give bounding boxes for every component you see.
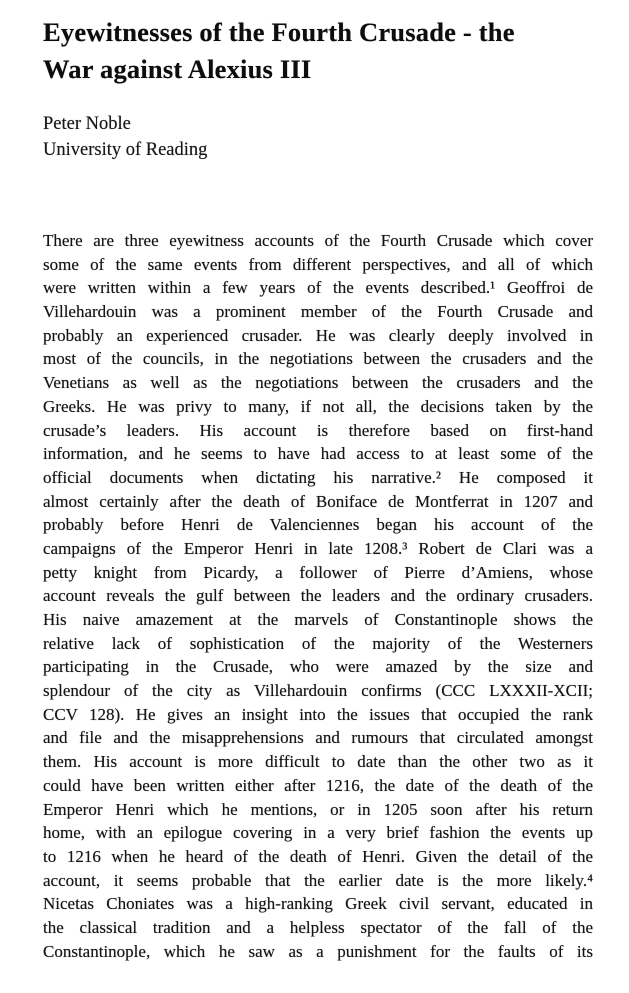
body-text-line: were written within a few years of the events described.¹ Geoffroi de [43, 278, 593, 298]
body-text-line: probably before Henri de Valenciennes began his account of the [43, 515, 593, 535]
body-text-line: There are three eyewitness accounts of the Fourth Crusade which cover [43, 231, 593, 250]
body-text-line: His naive amazement at the marvels of Constantinople shows the [43, 610, 593, 629]
author-affiliation: University of Reading [43, 140, 208, 160]
body-text-line: and file and the misapprehensions and rumours that circulated amongst [43, 728, 593, 748]
body-text-line: most of the councils, in the negotiations between the crusaders and the [43, 349, 593, 369]
body-text-line: home, with an epilogue covering in a very brief fashion the events up [43, 823, 593, 843]
body-text-line: account reveals the gulf between the leaders and the ordinary crusaders. [43, 586, 593, 606]
body-text-line: splendour of the city as Villehardouin confirms (CCC LXXXII-XCII; [43, 681, 593, 701]
body-text-line: participating in the Crusade, who were amazed by the size and [43, 657, 593, 677]
body-paragraph [43, 229, 593, 963]
body-text-line: information, and he seems to have had access to at least some of the [43, 444, 593, 464]
body-text-line: probably an experienced crusader. He was clearly deeply involved in [43, 325, 593, 345]
body-text-line: almost certainly after the death of Boniface de Montferrat in 1207 and [43, 491, 593, 511]
body-text-line: the classical tradition and a helpless spectator of the fall of the [43, 917, 593, 937]
body-text-line: Greeks. He was privy to many, if not all, the decisions taken by the [43, 396, 593, 416]
body-text-line: them. His account is more difficult to date than the other two as it [43, 752, 593, 772]
author-block [43, 111, 593, 163]
body-text-line: Venetians as well as the negotiations between the crusaders and the [43, 373, 593, 393]
page-title [43, 14, 593, 88]
body-text-line: Constantinople, which he saw as a punishment for the faults of its [43, 941, 593, 961]
body-text-line: Nicetas Choniates was a high-ranking Greek civil servant, educated in [43, 894, 593, 914]
page-title-line-1: Eyewitnesses of the Fourth Crusade - the [43, 17, 515, 47]
body-text-line: could have been written either after 1216, the date of the death of the [43, 775, 593, 795]
body-text-line: campaigns of the Emperor Henri in late 1208.³ Robert de Clari was a [43, 538, 593, 558]
page-title-line-2: War against Alexius III [43, 54, 312, 84]
body-text-line: Villehardouin was a prominent member of the Fourth Crusade and [43, 302, 593, 322]
body-text-line: account, it seems probable that the earlier date is the more likely.⁴ [43, 870, 593, 890]
body-text-line: some of the same events from different perspectives, and all of which [43, 254, 593, 274]
body-text-line: official documents when dictating his narrative.² He composed it [43, 467, 593, 487]
body-text-line: CCV 128). He gives an insight into the issues that occupied the rank [43, 704, 593, 724]
body-text-line: to 1216 when he heard of the death of Henri. Given the detail of the [43, 846, 593, 866]
body-text-line: Emperor Henri which he mentions, or in 1205 soon after his return [43, 799, 593, 819]
body-text-line: crusade’s leaders. His account is therefore based on first-hand [43, 420, 593, 440]
body-text-line: petty knight from Picardy, a follower of Pierre d’Amiens, whose [43, 562, 593, 582]
author-name: Peter Noble [43, 114, 131, 134]
body-text-line: relative lack of sophistication of the majority of the Westerners [43, 633, 593, 653]
